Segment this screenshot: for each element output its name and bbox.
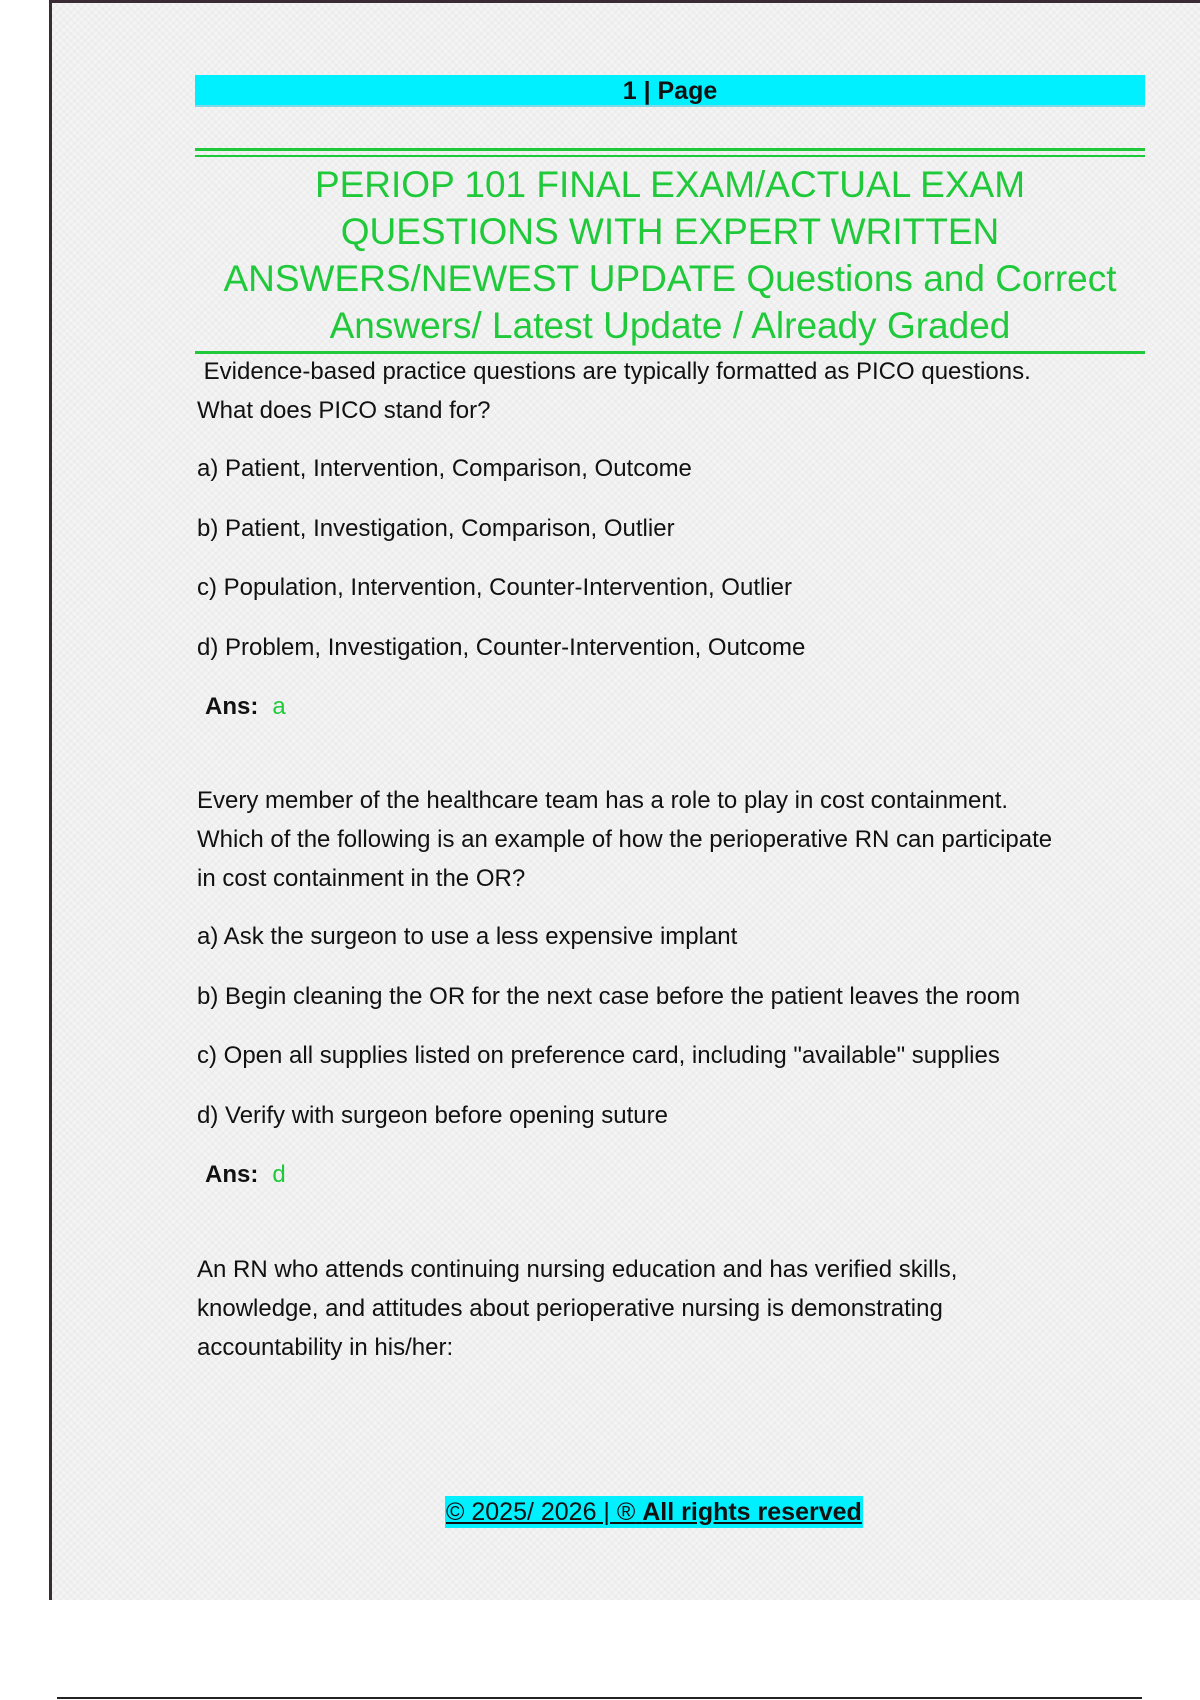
title-line: QUESTIONS WITH EXPERT WRITTEN — [340, 211, 1000, 252]
title-line: ANSWERS/NEWEST UPDATE Questions and Correct — [223, 258, 1117, 299]
answer-option-d: d) Problem, Investigation, Counter-Intervention, Outcome — [197, 634, 806, 661]
answer-label: Ans: — [205, 1161, 259, 1188]
question-stem — [197, 352, 1142, 430]
answer-option-b: b) Begin cleaning the OR for the next case before the patient leaves the room — [197, 983, 1021, 1010]
question-stem-line: knowledge, and attitudes about perioperative nursing is demonstrating — [197, 1295, 943, 1322]
question-stem-line: Every member of the healthcare team has a role to play in cost containment. — [197, 787, 1009, 814]
bottom-divider — [57, 1697, 1142, 1699]
question-stem — [197, 781, 1142, 898]
answer-option-c: c) Population, Intervention, Counter-Intervention, Outlier — [197, 574, 792, 601]
question-stem — [197, 1250, 1142, 1367]
title-top-rule-secondary — [195, 155, 1145, 157]
copyright-years: © 2025/ 2026 | ® — [446, 1498, 636, 1526]
question-stem-line: Evidence-based practice questions are typically formatted as PICO questions. — [197, 358, 1031, 385]
page-number-label: 1 | Page — [622, 77, 718, 105]
document-page — [49, 0, 1200, 1600]
copyright-footer — [445, 1496, 863, 1528]
title-top-rule — [195, 148, 1145, 151]
answer-option-d: d) Verify with surgeon before opening suture — [197, 1102, 668, 1129]
question-stem-line: An RN who attends continuing nursing education and has verified skills, — [197, 1256, 958, 1283]
document-title — [195, 161, 1145, 349]
answer-key — [205, 692, 286, 722]
answer-option-a: a) Ask the surgeon to use a less expensive implant — [197, 923, 738, 950]
title-line: PERIOP 101 FINAL EXAM/ACTUAL EXAM — [314, 164, 1026, 205]
question-stem-line: in cost containment in the OR? — [197, 865, 526, 892]
question-stem-line: accountability in his/her: — [197, 1334, 454, 1361]
title-line: Answers/ Latest Update / Already Graded — [329, 305, 1011, 346]
answer-option-a: a) Patient, Intervention, Comparison, Outcome — [197, 455, 692, 482]
page-number-header — [195, 75, 1145, 107]
header-underline — [195, 105, 1145, 107]
answer-value: a — [272, 693, 286, 720]
question-stem-line: What does PICO stand for? — [197, 397, 491, 424]
answer-option-c: c) Open all supplies listed on preference card, including "available" supplies — [197, 1042, 1000, 1069]
rights-reserved-text: All rights reserved — [642, 1498, 862, 1526]
question-stem-line: Which of the following is an example of how the perioperative RN can participate — [197, 826, 1053, 853]
answer-key — [205, 1160, 286, 1190]
answer-value: d — [272, 1161, 286, 1188]
answer-label: Ans: — [205, 693, 259, 720]
answer-option-b: b) Patient, Investigation, Comparison, Outlier — [197, 515, 675, 542]
